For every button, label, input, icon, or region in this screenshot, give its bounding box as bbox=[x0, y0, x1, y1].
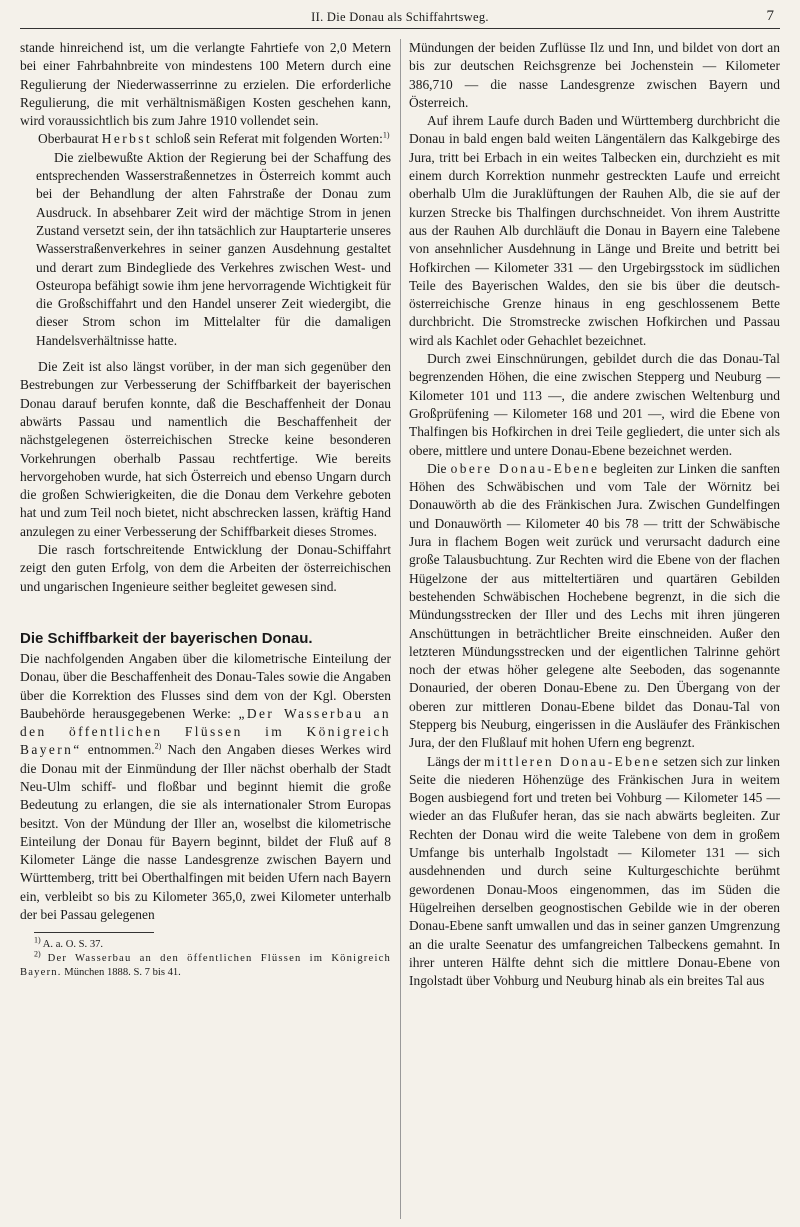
text: setzen sich zur linken Seite die niederen Höhenzüge des Fränkischen Jura in weitem Bogen ausbiegend fort und treten bei Vohburg — Kilometer 145 — wieder an das Flußufer heran, das sie nach abwärts begleiten. Zur Rechten der Donau wird die weite Talebene von dem in großem Umfange bis unterhalb Ingolstadt — Kilometer 131 — sich ausdehnenden und durch seine Kulturgeschichte berühmt gewordenen Donau-Moos eingenommen, das im Süden die Hügelreihen derselben geognostischen Gebilde wie in der oberen Donau-Ebene sanft umwallen und das in seiner ganzen Umgrenzung an die uralte Seenatur des umfangreichen Talbeckens gemahnt. In ihrer unteren Hälfte dehnt sich die mittlere Donau-Ebene von Ingolstadt über Vohburg und Neuburg hinab als ein breites Tal aus bbox=[409, 753, 781, 989]
paragraph: Auf ihrem Laufe durch Baden und Württemberg durchbricht die Donau in bald engen bald weiten Längentälern das Kalkgebirge des Jura, tritt bei Erbach in ein weites Talbecken ein, durchzieht es mit einem durch Korrektion nunmehr gestreckten Laufe und erreicht oberhalb Ulm die Juraklüftungen der Rauhen Alb, die sie auf der kurzen Strecke bis Thalfingen durchschneidet. Von ihrem Austritte aus der Rauhen Alb durchläuft die Donau in Bayern eine Talebene von ansehnlicher Ausdehnung in Länge und Breite und betritt bei Hofkirchen — Kilometer 331 — den Urgebirgsstock im südlichen Teile des Bayerischen Waldes, den sie bis über die deutsch-österreichische Grenze hinaus in eng geschlossenem Bette durchbricht. Die Stromstrecke zwischen Hofkirchen und Passau wird als Kachlet oder Gehachlet bezeichnet. bbox=[409, 113, 780, 348]
paragraph: Die Zeit ist also längst vorüber, in der man sich gegenüber den Bestrebungen zur Verbesserung der Schiffbarkeit der bayerischen Donau darauf berufen konnte, daß die Beschaffenheit der Donau abwärts Passau und namentlich die Beschaffenheit der nächstgelegenen österreichischen Strecke keine besonderen Vorkehrungen oberhalb Passau rechtfertige. Wie bereits hervorgehoben wurde, hat sich Österreich und ebenso Ungarn durch die großen Schwierigkeiten, die die Donau dem Verkehre geboten hat und zum Teil noch bietet, nicht abschrecken lassen, kräftig Hand anzulegen zu einer Verbesserung der Schiffbarkeit dieses Stromes. bbox=[20, 359, 391, 539]
running-head: II. Die Donau als Schiffahrtsweg. bbox=[311, 10, 489, 24]
right-column bbox=[400, 39, 780, 1219]
footnote-ref: 1) bbox=[382, 131, 390, 140]
text: A. a. O. S. 37. bbox=[42, 939, 104, 951]
paragraph: Mündungen der beiden Zuflüsse Ilz und Inn, und bildet von dort an bis zur deutschen Reichsgrenze bei Jochenstein — Kilometer 386,710 — die nasse Landesgrenze zwischen Bayern und Österreich. bbox=[409, 40, 780, 110]
text: Nach den Angaben dieses Werkes wird die Donau mit der Einmündung der Iller nächst oberhalb der Stadt Neu-Ulm schiff- und floßbar und beginnt hiemit die große Bedeutung zu erlangen, die sie als internationaler Strom Europas besitzt. Von der Mündung der Iller an, woselbst die kilometrische Einteilung der Donau für Bayern beginnt, bildet der Fluß auf 8 Kilometer Länge die nasse Landesgrenze zwischen Bayern und Württemberg, tritt bei Oberthalfingen mit beiden Ufern nach Bayern ein, verbleibt so bis zu Kilometer 365,0, zwei Kilometer unterhalb der bei Passau gelegenen bbox=[20, 742, 392, 923]
footnote-mark: 1) bbox=[34, 935, 41, 945]
text-columns bbox=[20, 39, 780, 1219]
paragraph bbox=[409, 460, 780, 753]
emphasis: obere Donau-Ebene bbox=[450, 460, 600, 476]
footnote-divider bbox=[34, 932, 154, 933]
emphasis: mittleren Donau-Ebene bbox=[483, 753, 661, 769]
footnote-mark: 2) bbox=[34, 949, 41, 959]
text: Oberbaurat bbox=[38, 131, 99, 147]
text: begleiten zur Linken die sanften Höhen des Schwäbischen und vom Tale der Wörnitz bei Donauwörth ab die des Fränkischen Jura. Zwischen Gundelfingen und Donauwörth — Kilometer 40 bis 78 — tritt der Schwäbische Jura in flachem Bogen weit zurück und verursacht dadurch eine große Talausbuchtung. Zur Rechten wird die Ebene von der flachen Hügelzone der aus mitteltertiären und quartären Gebilden bestehenden Schwäbischen Hochebene begrenzt, in die sich die Mündungsstrecken der Iller und des Lechs mit ihren jüngeren Anschüttungen in beträchtlicher Breite einschneiden. Außer den letzteren Mündungsstrecken und der eigentlichen Talrinne gehört noch der etwas höher gelegene alte Seeboden, das sogenannte Donauried, der oberen Donau-Ebene zu. Den Übergang von der oberen zur mittleren Donau-Ebene bildet das Donau-Tal von Stepperg bis Neuburg, eingerissen in die Ausläufer des Fränkischen Jura, der den Flußlauf mit hohen Ufern eng begrenzt. bbox=[409, 460, 781, 751]
paragraph bbox=[20, 650, 391, 924]
paragraph: Durch zwei Einschnürungen, gebildet durch die das Donau-Tal begrenzenden Höhen, die eine zwischen Stepperg und Neuburg — Kilometer 101 und 113 —, die andere zwischen Weltenburg und Großprüfening — Kilometer 168 und 201 —, wird die Ebene von Thalfingen bis Hofkirchen in drei Teile gegliedert, die unter sich als obere, mittlere und untere Donau-Ebene bezeichnet werden. bbox=[409, 351, 780, 458]
text: Längs der bbox=[427, 753, 481, 769]
author-name: Herbst bbox=[101, 131, 153, 147]
text: schloß sein Referat mit folgenden Worten: bbox=[155, 131, 383, 147]
footnote bbox=[20, 935, 391, 952]
footnote bbox=[20, 949, 391, 980]
left-column bbox=[20, 39, 391, 1219]
work-title: Der Wasserbau an den öffentlichen Flüssen im Königreich Bayern. bbox=[20, 953, 391, 979]
page-header bbox=[20, 6, 780, 29]
paragraph: stande hinreichend ist, um die verlangte Fahrtiefe von 2,0 Metern bei einer Fahrbahnbreite von mindestens 100 Metern durch eine Regulierung der Niederwasserrinne zu erzielen. Die erforderliche Regulierung, die mit verhältnismäßigen Kosten geschehen kann, wird voraussichtlich bis zum Jahre 1910 vollendet sein. bbox=[20, 40, 391, 129]
section-heading: Die Schiffbarkeit der bayerischen Donau. bbox=[20, 629, 313, 647]
page-number: 7 bbox=[766, 8, 774, 24]
paragraph bbox=[20, 130, 391, 148]
block-quote: Die zielbewußte Aktion der Regierung bei der Schaffung des entsprechenden Wasserstraßennetzes in Österreich kommt auch bei der Behandlung der alten Fahrstraße der Donau zum Ausdruck. In absehbarer Zeit wird der mächtige Strom in jenen Zustand versetzt sein, der ihn tatsächlich zur Hauptarterie unseres Wasserstraßenverkehres in seiner ganzen Ausdehnung gestaltet und derart zum Bindegliede des Verkehres zwischen West- und Osteuropa befähigt sowie ihm jene hervorragende Wichtigkeit für die Großschiffahrt und den Handel unserer Zeit wiedergibt, die dieser Strom schon im Mittelalter für die damaligen Handelsverhältnisse hatte. bbox=[36, 149, 391, 348]
text: entnommen. bbox=[87, 742, 155, 758]
text: Die bbox=[427, 460, 447, 476]
paragraph: Die rasch fortschreitende Entwicklung der Donau-Schiffahrt zeigt den guten Erfolg, von dem die Arbeiten der österreichischen und ungarischen Ingenieure seither begleitet gewesen sind. bbox=[20, 542, 391, 594]
work-title: „Der Wasserbau an den öffentlichen Flüssen im Königreich Bayern“ bbox=[20, 705, 392, 758]
paragraph bbox=[409, 753, 780, 991]
footnote-ref: 2) bbox=[154, 741, 162, 751]
text: München 1888. S. 7 bis 41. bbox=[64, 967, 181, 979]
text: Die nachfolgenden Angaben über die kilometrische Einteilung der Donau, über die Beschaffenheit des Donau-Tales sowie die Angaben über die Korrektion des Flusses sind dem von der Kgl. Obersten Baubehörde herausgegebenen Werke: bbox=[20, 650, 391, 721]
